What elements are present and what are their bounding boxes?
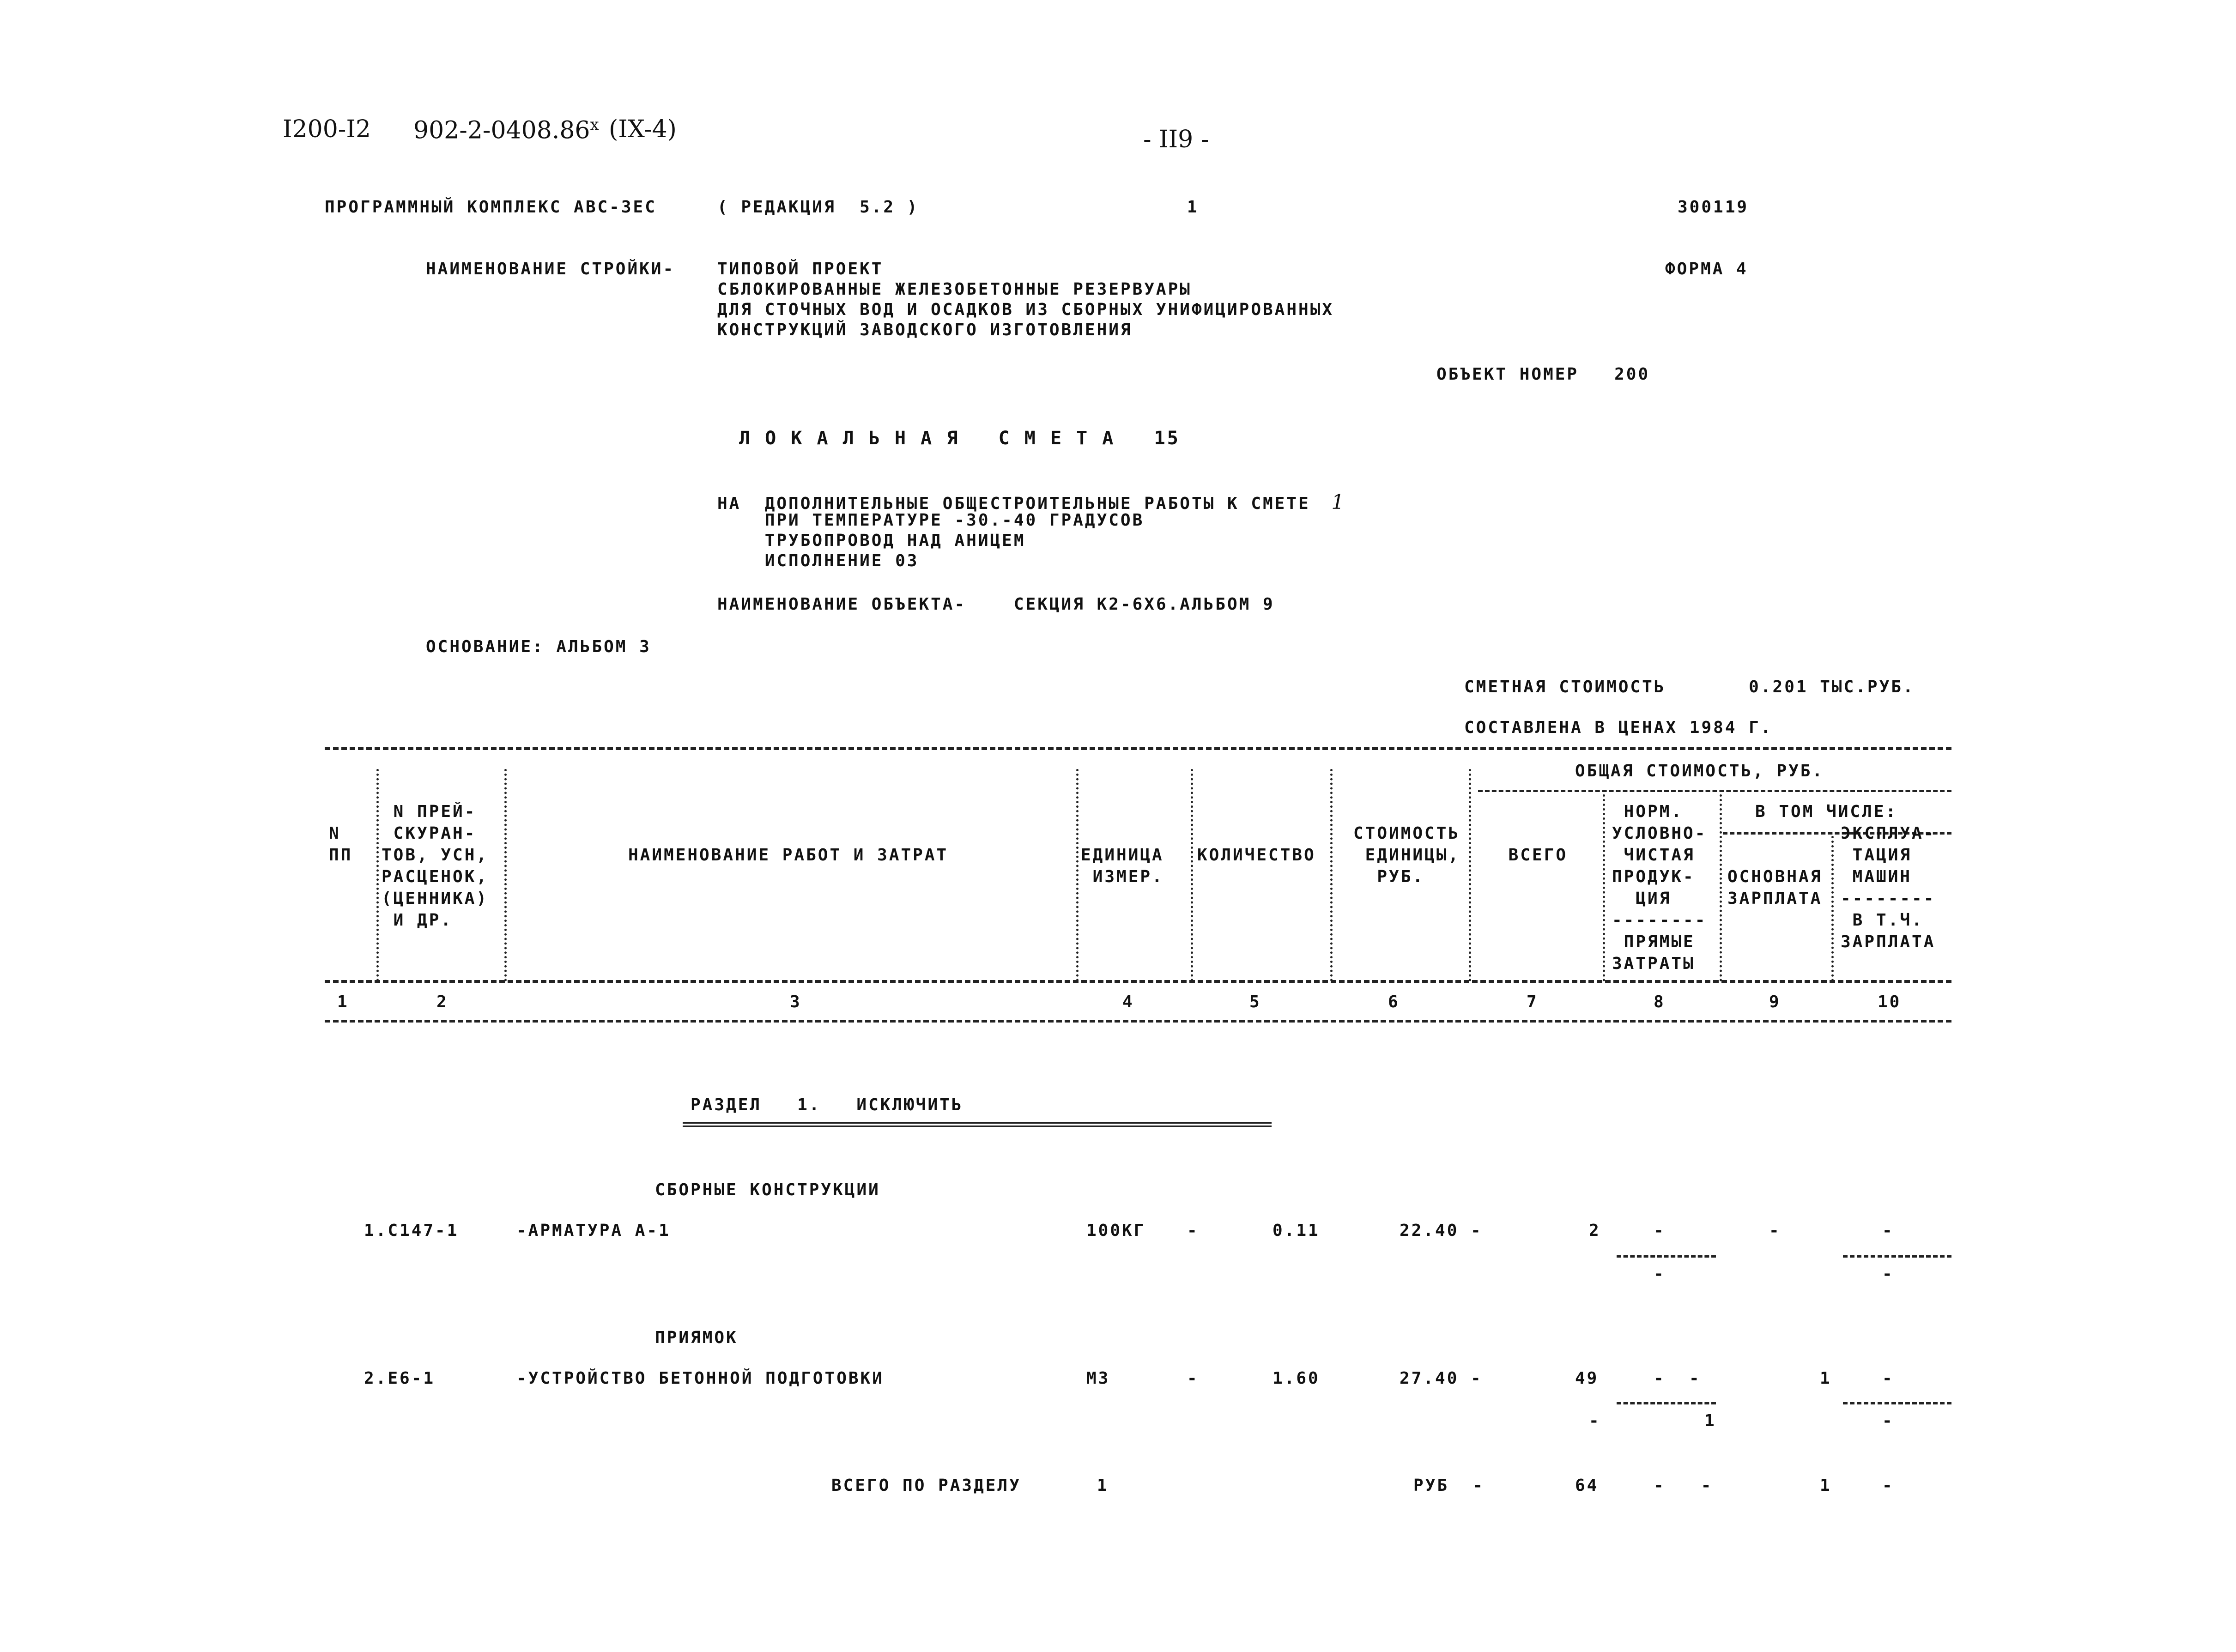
row-2-name: -УСТРОЙСТВО БЕТОННОЙ ПОДГОТОВКИ: [516, 1369, 884, 1388]
prices-year: СОСТАВЛЕНА В ЦЕНАХ 1984 Г.: [1464, 718, 1773, 737]
table-numbers-bottom-rule: [325, 1020, 1951, 1023]
header-group-total-cost: ОБЩАЯ СТОИМОСТЬ, РУБ.: [1575, 762, 1824, 781]
row-1-col8-rule: [1617, 1255, 1716, 1258]
object-name: НАИМЕНОВАНИЕ ОБЪЕКТА- СЕКЦИЯ К2-6Х6.АЛЬБОМ 9: [717, 595, 1275, 614]
project-code-2-sup: x: [590, 115, 599, 134]
section-total-sum: 64: [1575, 1476, 1599, 1495]
section-title-underline: [683, 1122, 1272, 1127]
row-2-col9: 1: [1820, 1369, 1832, 1388]
header-col-3: НАИМЕНОВАНИЕ РАБОТ И ЗАТРАТ: [628, 846, 949, 865]
row-1-dash: -: [1187, 1221, 1199, 1240]
row-1-col10-rule: [1843, 1255, 1951, 1258]
header-including: В ТОМ ЧИСЛЕ:: [1755, 802, 1898, 821]
subject-line-1-text: НА ДОПОЛНИТЕЛЬНЫЕ ОБЩЕСТРОИТЕЛЬНЫЕ РАБОТЫ К СМЕТЕ: [717, 494, 1310, 513]
program-code: 300119: [1678, 198, 1749, 217]
construction-line-4: КОНСТРУКЦИЙ ЗАВОДСКОГО ИЗГОТОВЛЕНИЯ: [717, 321, 1133, 339]
object-number: ОБЪЕКТ НОМЕР 200: [1436, 365, 1650, 384]
estimated-cost: СМЕТНАЯ СТОИМОСТЬ 0.201 ТЫС.РУБ.: [1464, 678, 1915, 696]
col-sep-5: [1330, 769, 1333, 981]
row-2-col8-rule: [1617, 1402, 1716, 1404]
row-1-col10-top: -: [1882, 1221, 1894, 1240]
column-number-2: 2: [436, 992, 448, 1011]
section-total-number: 1: [1097, 1476, 1109, 1495]
col-sep-2: [504, 769, 507, 981]
row-1-unit: 100КГ: [1086, 1221, 1146, 1240]
col-sep-3: [1076, 769, 1079, 981]
group-heading-prefab: СБОРНЫЕ КОНСТРУКЦИИ: [655, 1180, 880, 1199]
header-col-9: ОСНОВНАЯ ЗАРПЛАТА: [1727, 867, 1823, 908]
col-sep-4: [1191, 769, 1193, 981]
column-number-9: 9: [1769, 992, 1781, 1011]
col-sep-8: [1720, 794, 1722, 981]
section-title: РАЗДЕЛ 1. ИСКЛЮЧИТЬ: [691, 1095, 963, 1114]
column-number-4: 4: [1122, 992, 1134, 1011]
row-1-code: 1.С147-1: [364, 1221, 459, 1240]
row-2-unit-price: 27.40 -: [1400, 1369, 1483, 1388]
header-col-2: N ПРЕЙ- СКУРАН- ТОВ, УСН, РАСЦЕНОК, (ЦЕННИКА) И ДР.: [382, 802, 489, 930]
col-sep-9: [1831, 836, 1834, 981]
column-number-7: 7: [1527, 992, 1539, 1011]
construction-label: НАИМЕНОВАНИЕ СТРОЙКИ-: [426, 260, 675, 278]
page-number: - II9 -: [1143, 126, 1209, 153]
row-2-col10-rule: [1843, 1402, 1951, 1404]
row-2-dash: -: [1187, 1369, 1199, 1388]
row-1-name: -АРМАТУРА А-1: [516, 1221, 671, 1240]
column-number-6: 6: [1388, 992, 1400, 1011]
row-1-col8-top: -: [1654, 1221, 1666, 1240]
column-number-5: 5: [1249, 992, 1261, 1011]
header-col-4: ЕДИНИЦА ИЗМЕР.: [1081, 846, 1164, 886]
header-col-10: ЭКСПЛУА- ТАЦИЯ МАШИН -------- В Т.Ч. ЗАРПЛАТА: [1841, 824, 1936, 951]
row-2-unit: М3: [1086, 1369, 1110, 1388]
section-total-col9: 1: [1820, 1476, 1832, 1495]
header-col-8: НОРМ. УСЛОВНО- ЧИСТАЯ ПРОДУК- ЦИЯ -------- ПРЯМЫЕ ЗАТРАТЫ: [1612, 802, 1707, 973]
header-col-1: N ПП: [329, 824, 353, 865]
row-2-col8-top: - -: [1654, 1369, 1701, 1388]
header-col-5: КОЛИЧЕСТВО: [1197, 846, 1316, 865]
project-code-3: (IX-4): [609, 115, 677, 143]
row-2-col8-bottom-value: 1: [1704, 1411, 1716, 1430]
row-1-col10-bottom: -: [1882, 1265, 1894, 1283]
column-number-10: 10: [1878, 992, 1902, 1011]
project-code-1: I200-I2: [283, 115, 371, 143]
subject-line-4: ИСПОЛНЕНИЕ 03: [717, 551, 919, 570]
header-col-6: СТОИМОСТЬ ЕДИНИЦЫ, РУБ.: [1353, 824, 1460, 886]
program-sheet: 1: [1187, 198, 1199, 217]
construction-line-3: ДЛЯ СТОЧНЫХ ВОД И ОСАДКОВ ИЗ СБОРНЫХ УНИФИЦИРОВАННЫХ: [717, 300, 1334, 319]
header-col-7: ВСЕГО: [1508, 846, 1568, 865]
col-sep-7: [1603, 794, 1605, 981]
table-top-rule: [325, 747, 1951, 750]
row-1-quantity: 0.11: [1273, 1221, 1320, 1240]
row-1-total: 2: [1589, 1221, 1601, 1240]
col-sep-6: [1469, 769, 1471, 981]
handwritten-estimate-number: 1: [1331, 490, 1346, 514]
col-sep-1: [376, 769, 379, 981]
program-name: ПРОГРАММНЫЙ КОМПЛЕКС АВС-3ЕС: [325, 198, 657, 217]
row-2-quantity: 1.60: [1273, 1369, 1320, 1388]
section-total-label: ВСЕГО ПО РАЗДЕЛУ: [831, 1476, 1021, 1495]
construction-line-2: СБЛОКИРОВАННЫЕ ЖЕЛЕЗОБЕТОННЫЕ РЕЗЕРВУАРЫ: [717, 280, 1192, 299]
subject-line-3: ТРУБОПРОВОД НАД АНИЦЕМ: [717, 531, 1026, 550]
estimate-title: Л О К А Л Ь Н А Я С М Е Т А 15: [739, 428, 1180, 449]
row-1-unit-price: 22.40 -: [1400, 1221, 1483, 1240]
section-total-col10: -: [1882, 1476, 1894, 1495]
group-heading-pit: ПРИЯМОК: [655, 1328, 738, 1347]
row-2-code: 2.Е6-1: [364, 1369, 436, 1388]
row-2-total: 49: [1575, 1369, 1599, 1388]
column-number-1: 1: [337, 992, 349, 1011]
column-number-8: 8: [1654, 992, 1666, 1011]
row-1-col8-bottom: -: [1654, 1265, 1666, 1283]
row-2-col8-bottom: -: [1589, 1411, 1601, 1430]
construction-line-1: ТИПОВОЙ ПРОЕКТ: [717, 260, 884, 278]
row-2-col10-top: -: [1882, 1369, 1894, 1388]
project-code-2-main: 902-2-0408.86: [413, 116, 590, 145]
section-total-unit: РУБ -: [1413, 1476, 1485, 1495]
project-code-2: [413, 115, 599, 144]
row-1-col9: -: [1769, 1221, 1781, 1240]
subject-line-2: ПРИ ТЕМПЕРАТУРЕ -30.-40 ГРАДУСОВ: [717, 511, 1145, 530]
form-number: ФОРМА 4: [1665, 260, 1748, 278]
row-2-col10-bottom: -: [1882, 1411, 1894, 1430]
basis: ОСНОВАНИЕ: АЛЬБОМ 3: [426, 637, 651, 656]
column-number-3: 3: [790, 992, 802, 1011]
section-total-col8: - -: [1654, 1476, 1713, 1495]
program-edition: ( РЕДАКЦИЯ 5.2 ): [717, 198, 919, 217]
table-header-bottom-rule: [325, 980, 1951, 983]
